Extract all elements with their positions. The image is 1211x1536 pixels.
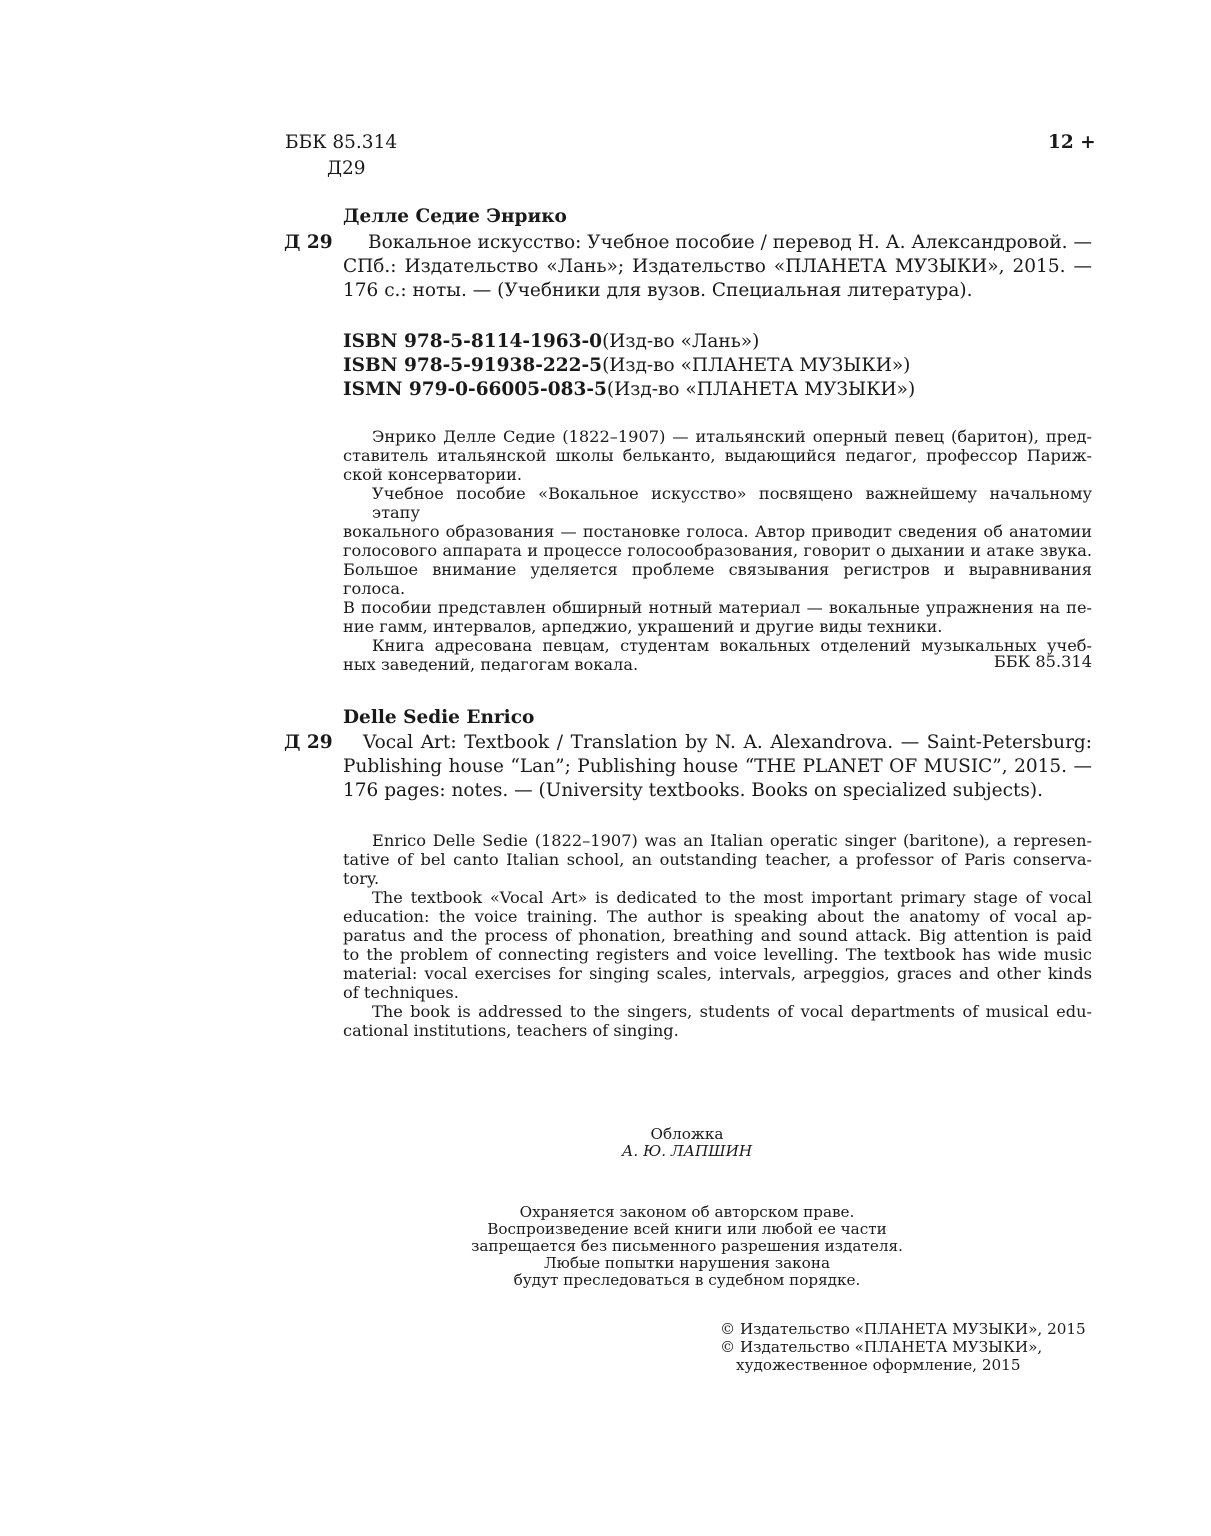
age-rating: 12 + — [1048, 132, 1096, 153]
ru-abstract-paragraph — [343, 427, 1092, 484]
bbk-index-right: ББК 85.314 — [993, 652, 1092, 671]
notice-line: Любые попытки нарушения закона — [543, 1254, 830, 1272]
ru-biblio-line: Вокальное искусство: Учебное пособие / перевод Н. А. Александровой. — — [368, 232, 1092, 253]
en-abstract-paragraph — [343, 888, 1092, 1002]
text-line: В пособии представлен обширный нотный материал — вокальные упражнения на пе- — [343, 598, 1092, 617]
en-abstract-paragraph — [343, 831, 1092, 888]
notice-line: запрещается без письменного разрешения издателя. — [471, 1237, 903, 1255]
en-biblio-line: 176 pages: notes. — (University textbooks. Books on specialized subjects). — [343, 780, 1043, 801]
cover-artist: А. Ю. ЛАПШИН — [621, 1142, 753, 1160]
ru-biblio-line: СПб.: Издательство «Лань»; Издательство «ПЛАНЕТА МУЗЫКИ», 2015. — — [343, 256, 1092, 277]
en-author: Delle Sedie Enrico — [343, 707, 535, 728]
ismn-line — [343, 378, 915, 402]
copyright-notice — [437, 1204, 937, 1289]
notice-line: Охраняется законом об авторском праве. — [519, 1203, 855, 1221]
text-line: to the problem of connecting registers and voice levelling. The textbook has wide music — [343, 945, 1092, 964]
notice-line: Воспроизведение всей книги или любой ее части — [487, 1220, 887, 1238]
text-line: of techniques. — [343, 983, 459, 1002]
text-line: material: vocal exercises for singing scales, intervals, arpeggios, graces and other kinds — [343, 964, 1092, 983]
cover-credit — [487, 1126, 887, 1160]
en-author-mark: Д 29 — [284, 732, 333, 753]
author-mark-code: Д29 — [327, 158, 366, 179]
ismn-number: ISMN 979-0-66005-083-5 — [343, 379, 607, 400]
ru-biblio — [343, 231, 1092, 303]
text-line: paratus and the process of phonation, breathing and sound attack. Big attention is paid — [343, 926, 1092, 945]
isbn-line — [343, 330, 915, 354]
text-line: ставитель итальянской школы бельканто, выдающийся педагог, профессор Париж- — [343, 446, 1092, 465]
cover-label: Обложка — [650, 1125, 724, 1143]
text-line: вокального образования — постановке голоса. Автор приводит сведения об анатомии — [343, 522, 1092, 541]
text-line: cational institutions, teachers of singing. — [343, 1021, 679, 1040]
text-line: Энрико Делле Седие (1822–1907) — итальянский оперный певец (баритон), пред- — [372, 427, 1092, 446]
en-biblio-line: Publishing house “Lan”; Publishing house “THE PLANET OF MUSIC”, 2015. — — [343, 756, 1092, 777]
ismn-publisher: (Изд-во «ПЛАНЕТА МУЗЫКИ») — [606, 379, 916, 400]
isbn-publisher: (Изд-во «Лань») — [602, 331, 760, 352]
notice-line: будут преследоваться в судебном порядке. — [513, 1271, 861, 1289]
isbn-block — [343, 330, 915, 402]
ru-abstract — [343, 427, 1092, 674]
isbn-publisher: (Изд-во «ПЛАНЕТА МУЗЫКИ») — [602, 355, 911, 376]
en-abstract — [343, 831, 1092, 1040]
text-line: Enrico Delle Sedie (1822–1907) was an Italian operatic singer (baritone), a represen- — [372, 831, 1092, 850]
text-line: ных заведений, педагогам вокала. — [343, 655, 639, 674]
copyrights — [720, 1320, 1086, 1374]
en-biblio — [343, 731, 1092, 803]
text-line: Большое внимание уделяется проблеме связывания регистров и выравнивания голоса. — [343, 560, 1092, 598]
text-line: tory. — [343, 869, 380, 888]
isbn-number: ISBN 978-5-91938-222-5 — [343, 355, 603, 376]
isbn-number: ISBN 978-5-8114-1963-0 — [343, 331, 603, 352]
copyright-line: © Издательство «ПЛАНЕТА МУЗЫКИ», 2015 — [720, 1320, 1086, 1338]
text-line: tative of bel canto Italian school, an outstanding teacher, a professor of Paris conserva- — [343, 850, 1092, 869]
en-abstract-paragraph — [343, 1002, 1092, 1040]
bbk-index: ББК 85.314 — [285, 132, 398, 153]
copyright-line: © Издательство «ПЛАНЕТА МУЗЫКИ», — [720, 1338, 1043, 1356]
text-line: голосового аппарата и процессе голосообразования, говорит о дыхании и атаке звука. — [343, 541, 1092, 560]
text-line: The book is addressed to the singers, students of vocal departments of musical edu- — [372, 1002, 1092, 1021]
isbn-line — [343, 354, 915, 378]
en-biblio-line: Vocal Art: Textbook / Translation by N. A. Alexandrova. — Saint-Petersburg: — [363, 732, 1092, 753]
text-line: The textbook «Vocal Art» is dedicated to the most important primary stage of vocal — [372, 888, 1092, 907]
ru-author: Делле Седие Энрико — [343, 206, 567, 227]
text-line: Учебное пособие «Вокальное искусство» посвящено важнейшему начальному этапу — [372, 484, 1092, 522]
text-line: education: the voice training. The author is speaking about the anatomy of vocal ap- — [343, 907, 1092, 926]
text-line: ние гамм, интервалов, арпеджио, украшений и другие виды техники. — [343, 617, 943, 636]
copyright-line: художественное оформление, 2015 — [736, 1356, 1021, 1374]
text-line: ской консерватории. — [343, 465, 523, 484]
ru-author-mark: Д 29 — [284, 232, 333, 253]
text-line: Книга адресована певцам, студентам вокальных отделений музыкальных учеб- — [372, 636, 1092, 655]
ru-abstract-paragraph — [343, 484, 1092, 636]
ru-biblio-line: 176 с.: ноты. — (Учебники для вузов. Специальная литература). — [343, 280, 973, 301]
